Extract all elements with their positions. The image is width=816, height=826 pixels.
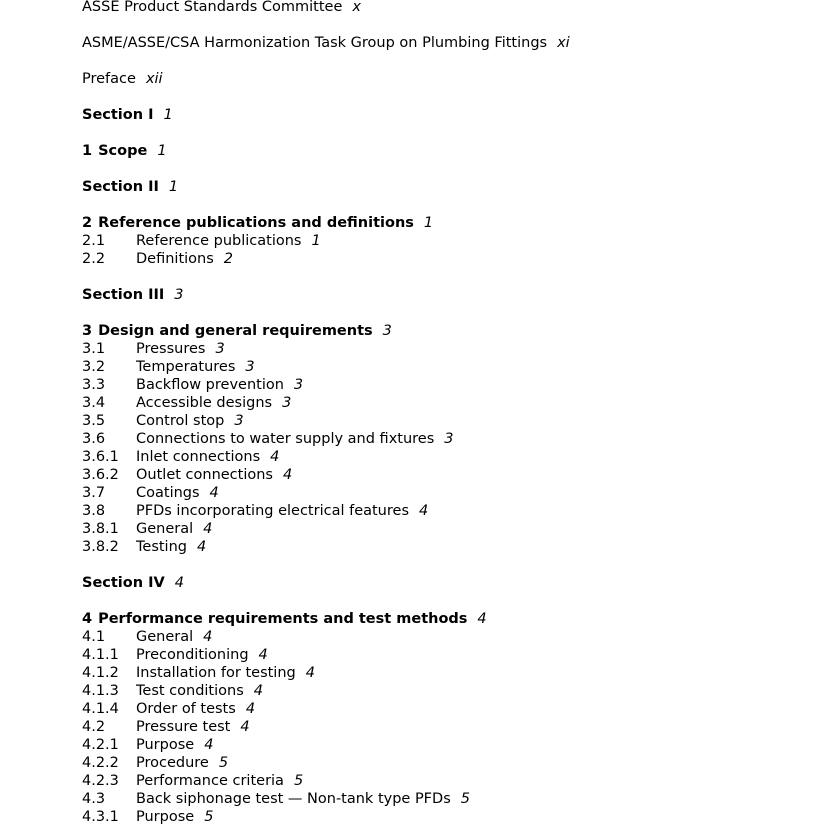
toc-entry-number: 4.2.1 xyxy=(82,737,119,753)
chapter-page: 1 xyxy=(157,143,167,159)
toc-entry-number: 4.2 xyxy=(82,719,106,735)
toc-entry-page: 4 xyxy=(196,539,207,555)
toc-entry[interactable] xyxy=(82,628,782,646)
section-page: 1 xyxy=(163,107,173,123)
toc-entry[interactable] xyxy=(82,412,782,430)
toc-entry-title: Temperatures xyxy=(136,359,236,375)
toc-entry-page: xii xyxy=(145,71,163,87)
section-page: 1 xyxy=(168,179,179,195)
toc-entry[interactable] xyxy=(82,232,782,250)
toc-entry[interactable] xyxy=(82,790,782,808)
toc-entry[interactable] xyxy=(82,754,782,772)
toc-entry-page: 3 xyxy=(245,359,255,375)
toc-entry-number: 4.2.3 xyxy=(82,773,119,789)
toc-entry[interactable] xyxy=(82,466,782,484)
toc-entry-number: 3.5 xyxy=(82,413,106,429)
toc-entry-number: 3.7 xyxy=(82,485,106,501)
table-of-contents xyxy=(82,0,782,826)
toc-entry-title: Reference publications xyxy=(136,233,302,249)
toc-entry-number: 3.4 xyxy=(82,395,106,411)
toc-entry[interactable] xyxy=(82,358,782,376)
toc-entry-committee[interactable] xyxy=(82,0,782,16)
toc-entry-title: Preconditioning xyxy=(136,647,249,663)
toc-entry-page: 4 xyxy=(204,737,214,753)
toc-entry-number: 3.6.1 xyxy=(82,449,119,465)
toc-entry-title: Purpose xyxy=(136,737,195,753)
toc-entry-title: Inlet connections xyxy=(136,449,261,465)
toc-entry-title: ASME/ASSE/CSA Harmonization Task Group on Plumbing Fittings xyxy=(82,35,548,51)
toc-entry-title: Performance criteria xyxy=(136,773,284,789)
toc-entry-title: Pressure test xyxy=(136,719,231,735)
toc-entry[interactable] xyxy=(82,394,782,412)
chapter-4-entries xyxy=(82,628,782,826)
toc-chapter-4[interactable] xyxy=(82,610,782,628)
section-title: Section IV xyxy=(82,575,165,591)
toc-entry-number: 4.1.4 xyxy=(82,701,119,717)
toc-entry-title: Preface xyxy=(82,71,136,87)
toc-section-4[interactable] xyxy=(82,574,782,592)
toc-entry-title: General xyxy=(136,521,194,537)
toc-chapter-2[interactable] xyxy=(82,214,782,232)
toc-entry-number: 3.3 xyxy=(82,377,106,393)
toc-entry-page: 4 xyxy=(209,485,219,501)
toc-entry-title: Back siphonage test — Non-tank type PFDs xyxy=(136,791,451,807)
toc-entry-page: 4 xyxy=(258,647,268,663)
toc-entry-number: 4.1 xyxy=(82,629,106,645)
toc-entry[interactable] xyxy=(82,736,782,754)
toc-entry-title: PFDs incorporating electrical features xyxy=(136,503,409,519)
toc-entry-title: Coatings xyxy=(136,485,200,501)
toc-entry-number: 2.1 xyxy=(82,233,106,249)
toc-chapter-3[interactable] xyxy=(82,322,782,340)
toc-entry-page: 1 xyxy=(311,233,321,249)
toc-entry-number: 3.2 xyxy=(82,359,106,375)
toc-entry-title: Installation for testing xyxy=(136,665,296,681)
toc-entry[interactable] xyxy=(82,646,782,664)
toc-entry-page: 4 xyxy=(203,629,213,645)
toc-entry[interactable] xyxy=(82,502,782,520)
toc-entry[interactable] xyxy=(82,484,782,502)
toc-entry-title: Backflow prevention xyxy=(136,377,284,393)
chapter-title: Design and general requirements xyxy=(98,323,373,339)
toc-entry-number: 3.6.2 xyxy=(82,467,119,483)
toc-entry-page: 3 xyxy=(282,395,292,411)
toc-entry-number: 2.2 xyxy=(82,251,106,267)
toc-entry-number: 3.8.1 xyxy=(82,521,119,537)
toc-entry-preface[interactable] xyxy=(82,70,782,88)
toc-chapter-1[interactable] xyxy=(82,142,782,160)
toc-entry-title: Testing xyxy=(136,539,187,555)
toc-entry-title: Test conditions xyxy=(136,683,244,699)
toc-entry-title: Definitions xyxy=(136,251,214,267)
toc-entry-number: 3.1 xyxy=(82,341,106,357)
toc-entry[interactable] xyxy=(82,664,782,682)
toc-entry-title: Accessible designs xyxy=(136,395,273,411)
toc-entry-number: 3.8.2 xyxy=(82,539,119,555)
toc-entry-title: Outlet connections xyxy=(136,467,273,483)
toc-entry[interactable] xyxy=(82,340,782,358)
chapter-title: Scope xyxy=(98,143,148,159)
toc-entry-page: 4 xyxy=(203,521,213,537)
chapter-page: 4 xyxy=(477,611,487,627)
toc-entry-title: Order of tests xyxy=(136,701,236,717)
toc-entry-number: 4.3 xyxy=(82,791,106,807)
toc-entry-number: 4.3.1 xyxy=(82,809,119,825)
toc-entry-page: 4 xyxy=(240,719,250,735)
section-page: 3 xyxy=(174,287,184,303)
section-page: 4 xyxy=(174,575,184,591)
toc-entry-number: 4.2.2 xyxy=(82,755,119,771)
toc-section-3[interactable] xyxy=(82,286,782,304)
toc-entry-page: xi xyxy=(557,35,570,51)
toc-section-1[interactable] xyxy=(82,106,782,124)
toc-entry[interactable] xyxy=(82,682,782,700)
toc-entry-page: 4 xyxy=(419,503,429,519)
toc-entry-page: 5 xyxy=(460,791,470,807)
toc-entry[interactable] xyxy=(82,718,782,736)
toc-entry[interactable] xyxy=(82,250,782,268)
toc-entry-number: 3.8 xyxy=(82,503,106,519)
chapter-page: 1 xyxy=(423,215,434,231)
toc-entry-title: Procedure xyxy=(136,755,209,771)
toc-entry-title: Pressures xyxy=(136,341,206,357)
toc-entry-title: Purpose xyxy=(136,809,195,825)
toc-entry-page: 4 xyxy=(305,665,315,681)
toc-entry-title: Control stop xyxy=(136,413,225,429)
chapter-number: 4 xyxy=(82,611,93,627)
chapter-title: Performance requirements and test methods xyxy=(98,611,468,627)
toc-entry[interactable] xyxy=(82,772,782,790)
toc-entry-title: ASSE Product Standards Committee xyxy=(82,0,343,15)
toc-entry[interactable] xyxy=(82,376,782,394)
toc-entry-page: 5 xyxy=(293,773,304,789)
toc-entry-page: 2 xyxy=(223,251,234,267)
toc-entry[interactable] xyxy=(82,700,782,718)
toc-entry[interactable] xyxy=(82,430,782,448)
toc-entry-page: 4 xyxy=(282,467,293,483)
toc-entry-title: Connections to water supply and fixtures xyxy=(136,431,435,447)
toc-entry-page: 3 xyxy=(215,341,225,357)
chapter-page: 3 xyxy=(382,323,392,339)
toc-entry-page: x xyxy=(352,0,361,15)
toc-entry-page: 3 xyxy=(444,431,454,447)
chapter-2-entries xyxy=(82,232,782,268)
chapter-title: Reference publications and definitions xyxy=(98,215,414,231)
toc-entry-page: 5 xyxy=(204,809,214,825)
toc-entry-page: 4 xyxy=(253,683,263,699)
toc-entry-number: 4.1.2 xyxy=(82,665,119,681)
toc-entry[interactable] xyxy=(82,808,782,826)
toc-entry-number: 4.1.1 xyxy=(82,647,119,663)
section-title: Section I xyxy=(82,107,154,123)
section-title: Section II xyxy=(82,179,159,195)
toc-entry-page: 4 xyxy=(245,701,256,717)
toc-entry-page: 3 xyxy=(293,377,304,393)
chapter-number: 3 xyxy=(82,323,93,339)
toc-entry-title: General xyxy=(136,629,194,645)
toc-entry-page: 5 xyxy=(218,755,229,771)
toc-section-2[interactable] xyxy=(82,178,782,196)
chapter-3-entries xyxy=(82,340,782,556)
toc-entry[interactable] xyxy=(82,538,782,556)
chapter-number: 2 xyxy=(82,215,93,231)
toc-entry-page: 4 xyxy=(270,449,280,465)
section-title: Section III xyxy=(82,287,165,303)
toc-entry[interactable] xyxy=(82,448,782,466)
chapter-number: 1 xyxy=(82,143,93,159)
toc-entry-number: 3.6 xyxy=(82,431,106,447)
toc-entry-task-group[interactable] xyxy=(82,34,782,52)
toc-entry-number: 4.1.3 xyxy=(82,683,119,699)
toc-entry-page: 3 xyxy=(234,413,244,429)
toc-entry[interactable] xyxy=(82,520,782,538)
